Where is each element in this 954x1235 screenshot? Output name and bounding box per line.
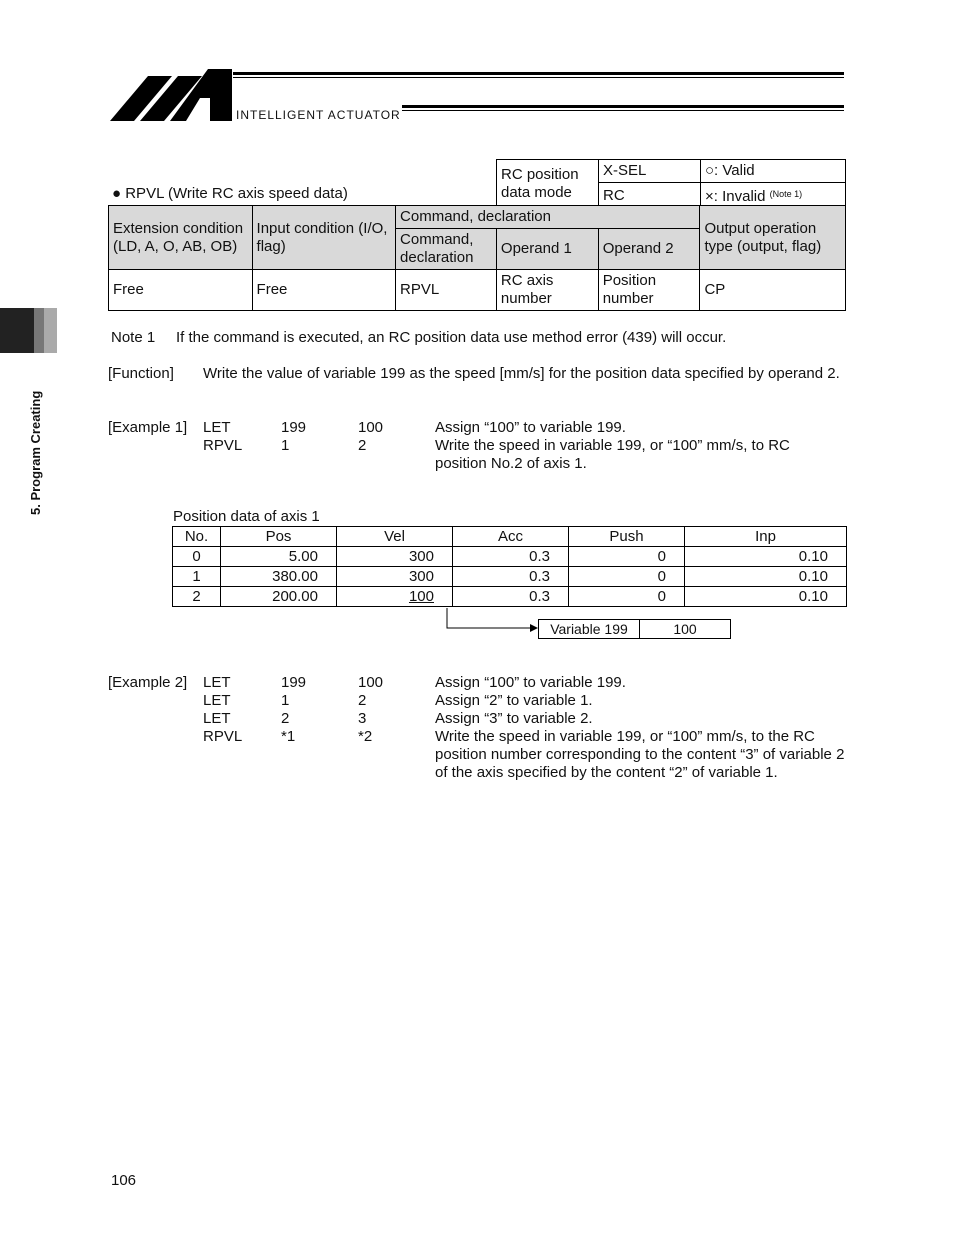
cell-inp: 0.10 xyxy=(685,567,847,587)
example2-desc: Assign “100” to variable 199. xyxy=(435,674,626,691)
mode-target-xsel: X-SEL xyxy=(599,160,701,183)
example2-cmd: LET xyxy=(203,692,231,709)
cell-vel-highlighted: 100 xyxy=(337,587,453,607)
table-row xyxy=(173,587,847,607)
position-table-caption: Position data of axis 1 xyxy=(173,508,320,525)
output-header: Output operation type (output, flag) xyxy=(700,206,846,270)
brand-text: INTELLIGENT ACTUATOR xyxy=(236,108,401,122)
arrow-icon xyxy=(440,606,540,636)
cell-no: 1 xyxy=(173,567,221,587)
cell-no: 2 xyxy=(173,587,221,607)
cell-acc: 0.3 xyxy=(453,587,569,607)
example2-op1: 199 xyxy=(281,674,307,691)
command-group-header: Command, declaration xyxy=(396,206,700,229)
cell-inp: 0.10 xyxy=(685,547,847,567)
example2-op2: 100 xyxy=(358,674,384,691)
operand2-header: Operand 2 xyxy=(598,229,700,270)
header-rule-thin xyxy=(233,77,844,78)
row-out: CP xyxy=(700,270,846,311)
variable-value: 100 xyxy=(640,620,731,639)
cell-vel: 300 xyxy=(337,567,453,587)
example1-op1: 199 xyxy=(281,419,307,436)
cell-acc: 0.3 xyxy=(453,547,569,567)
position-header-pos: Pos xyxy=(221,527,337,547)
cell-vel: 300 xyxy=(337,547,453,567)
cell-push: 0 xyxy=(569,587,685,607)
mode-table xyxy=(496,159,846,209)
note1-text: If the command is executed, an RC position data use method error (439) will occur. xyxy=(176,329,727,346)
example1-label: [Example 1] xyxy=(108,419,188,436)
example2-cmd: RPVL xyxy=(203,728,243,745)
variable-label: Variable 199 xyxy=(539,620,640,639)
function-label: [Function] xyxy=(108,365,174,382)
side-tab-dark xyxy=(0,308,34,353)
cell-push: 0 xyxy=(569,547,685,567)
command-table xyxy=(108,205,846,311)
example2-desc: Assign “2” to variable 1. xyxy=(435,692,593,709)
input-condition-header: Input condition (I/O, flag) xyxy=(252,206,396,270)
side-tab-label: 5. Program Creating xyxy=(28,390,43,515)
row-ext: Free xyxy=(109,270,253,311)
row-op1: RC axis number xyxy=(496,270,598,311)
side-tab-mid xyxy=(34,308,44,353)
position-header-no: No. xyxy=(173,527,221,547)
example1-op2: 100 xyxy=(358,419,384,436)
position-table xyxy=(172,526,847,607)
mode-target-rc: RC xyxy=(599,183,701,209)
cell-no: 0 xyxy=(173,547,221,567)
mode-status-xsel: ○: Valid xyxy=(701,160,846,183)
example1-desc: Assign “100” to variable 199. xyxy=(435,419,626,436)
position-header-acc: Acc xyxy=(453,527,569,547)
example1-op2: 2 xyxy=(358,437,367,454)
example2-op2: 2 xyxy=(358,692,367,709)
header-rule-bottom-thin xyxy=(402,110,844,111)
cell-push: 0 xyxy=(569,567,685,587)
example2-desc: Write the speed in variable 199, or “100” mm/s, to the RC position number corresponding to the content “3” of variable 2 of the axis specified by the content “2” of variable 1. xyxy=(435,728,845,781)
example2-op2: 3 xyxy=(358,710,367,727)
command-title: ● RPVL (Write RC axis speed data) xyxy=(112,185,348,202)
example2-op1: *1 xyxy=(281,728,296,745)
position-header-inp: Inp xyxy=(685,527,847,547)
example2-op2: *2 xyxy=(358,728,373,745)
cell-inp: 0.10 xyxy=(685,587,847,607)
variable-box xyxy=(538,619,731,639)
command-header: Command, declaration xyxy=(396,229,497,270)
header-rule-bottom xyxy=(402,105,844,108)
example2-cmd: LET xyxy=(203,674,231,691)
example1-op1: 1 xyxy=(281,437,290,454)
ext-condition-header: Extension condition (LD, A, O, AB, OB) xyxy=(109,206,253,270)
header-rule-top xyxy=(233,72,844,75)
function-text: Write the value of variable 199 as the speed [mm/s] for the position data specified by operand 2. xyxy=(203,365,840,382)
position-header-push: Push xyxy=(569,527,685,547)
position-header-vel: Vel xyxy=(337,527,453,547)
cell-pos: 5.00 xyxy=(221,547,337,567)
table-row xyxy=(173,567,847,587)
side-tab-light xyxy=(44,308,57,353)
cell-pos: 200.00 xyxy=(221,587,337,607)
example2-cmd: LET xyxy=(203,710,231,727)
cell-acc: 0.3 xyxy=(453,567,569,587)
example2-op1: 1 xyxy=(281,692,290,709)
example2-op1: 2 xyxy=(281,710,290,727)
example1-desc: Write the speed in variable 199, or “100” mm/s, to RC position No.2 of axis 1. xyxy=(435,437,790,472)
example2-label: [Example 2] xyxy=(108,674,188,691)
mode-status-rc: ×: Invalid $^{(Note 1)}$ xyxy=(701,183,846,209)
iai-logo-icon xyxy=(110,68,235,122)
example2-desc: Assign “3” to variable 2. xyxy=(435,710,593,727)
page-number: 106 xyxy=(111,1172,137,1189)
example1-cmd: LET xyxy=(203,419,231,436)
row-op2: Position number xyxy=(598,270,700,311)
table-row xyxy=(173,547,847,567)
example1-cmd: RPVL xyxy=(203,437,243,454)
cell-pos: 380.00 xyxy=(221,567,337,587)
mode-label: RC position data mode xyxy=(497,160,599,209)
row-input: Free xyxy=(252,270,396,311)
operand1-header: Operand 1 xyxy=(496,229,598,270)
note1-label: Note 1 xyxy=(111,329,156,346)
row-cmd: RPVL xyxy=(396,270,497,311)
